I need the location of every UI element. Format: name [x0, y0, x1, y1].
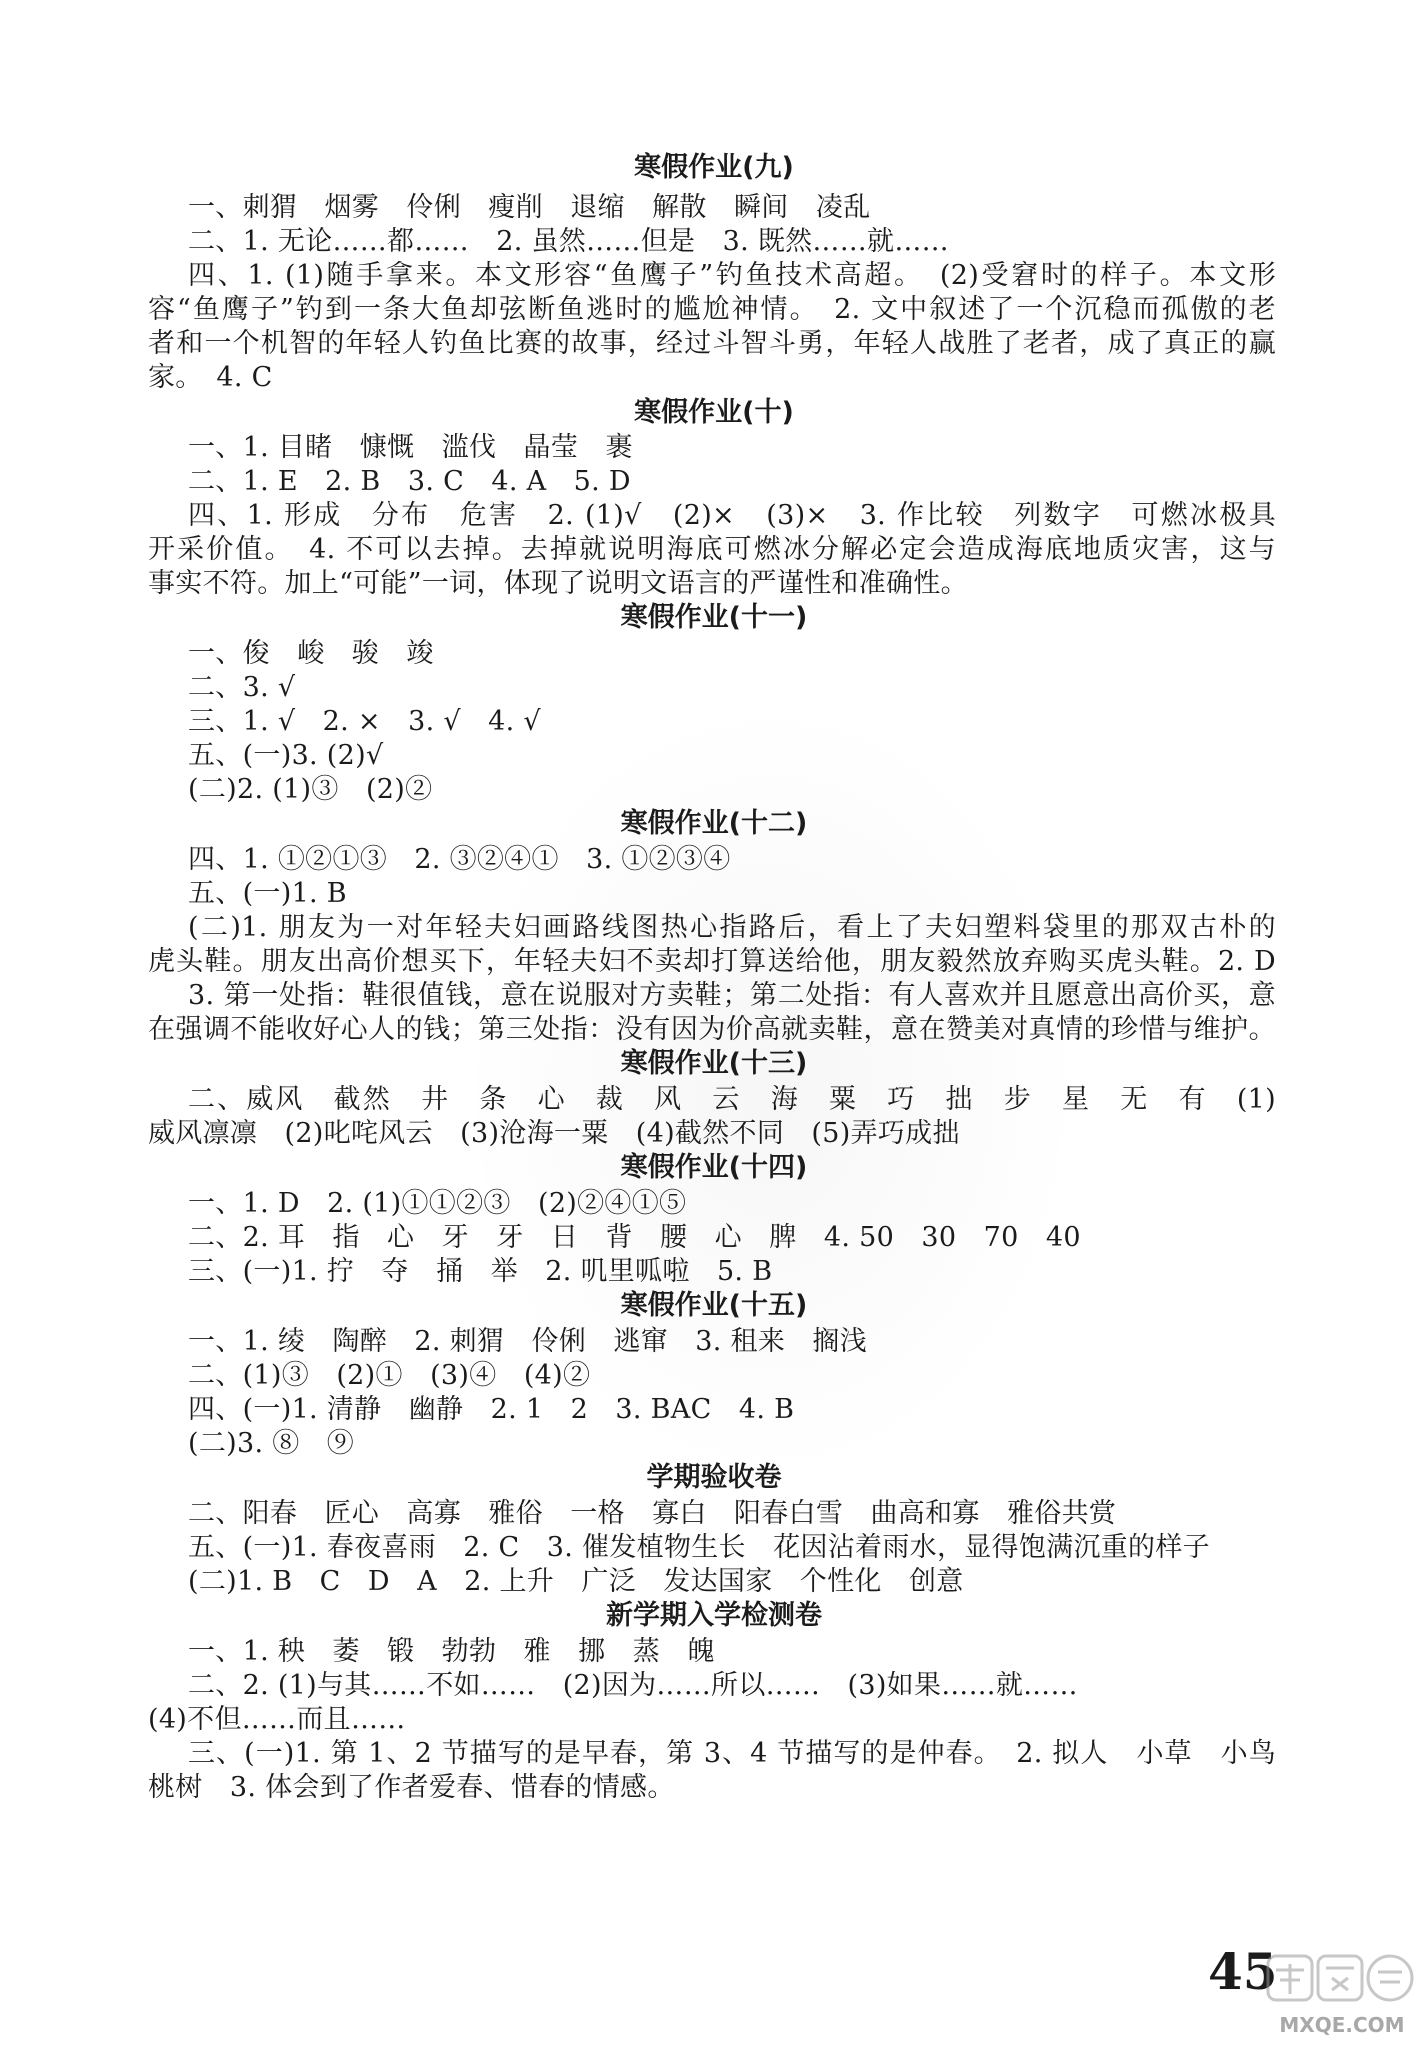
answer-line: 一、1. 绫 陶醉 2. 刺猬 伶俐 逃窜 3. 租来 搁浅 — [188, 1326, 868, 1357]
section-title-13: 寒假作业(十三) — [620, 1048, 808, 1079]
answer-line: 三、(一)1. 拧 夺 捅 举 2. 叽里呱啦 5. B — [188, 1256, 773, 1287]
answer-line: 五、(一)1. 春夜喜雨 2. C 3. 催发植物生长 花因沾着雨水，显得饱满沉重的样子 — [188, 1532, 1210, 1563]
answer-line: (二)3. ⑧ ⑨ — [188, 1428, 355, 1459]
answer-line: 开采价值。 4. 不可以去掉。去掉就说明海底可燃冰分解必定会造成海底地质灾害，这与 — [148, 534, 1276, 565]
answer-line: 四、1. 形成 分布 危害 2. (1)√ (2)× (3)× 3. 作比较 列数字 可燃冰极具 — [188, 500, 1276, 531]
answer-line: (二)2. (1)③ (2)② — [188, 774, 433, 805]
answer-line: 容“鱼鹰子”钓到一条大鱼却弦断鱼逃时的尴尬神情。 2. 文中叙述了一个沉稳而孤傲的老 — [148, 294, 1276, 325]
section-title-10: 寒假作业(十) — [634, 397, 794, 428]
answer-line: 二、1. 无论……都…… 2. 虽然……但是 3. 既然……就…… — [188, 226, 949, 257]
answer-line: 一、刺猬 烟雾 伶俐 瘦削 退缩 解散 瞬间 凌乱 — [188, 192, 871, 223]
answer-line: 二、2. (1)与其……不如…… (2)因为……所以…… (3)如果……就…… — [188, 1670, 1078, 1701]
answer-line: 二、威风 截然 井 条 心 裁 风 云 海 粟 巧 拙 步 星 无 有 (1) — [188, 1084, 1276, 1115]
section-title-15: 寒假作业(十五) — [620, 1290, 808, 1321]
section-title-term-exam: 学期验收卷 — [646, 1462, 782, 1493]
answer-line: 虎头鞋。朋友出高价想买下，年轻夫妇不卖却打算送给他，朋友毅然放弃购买虎头鞋。2. D — [148, 946, 1276, 977]
answer-line: 五、(一)1. B — [188, 878, 347, 909]
answer-line: (二)1. 朋友为一对年轻夫妇画路线图热心指路后，看上了夫妇塑料袋里的那双古朴的 — [188, 912, 1276, 943]
answer-line: 三、1. √ 2. × 3. √ 4. √ — [188, 706, 541, 737]
answer-line: 一、1. 目睹 慷慨 滥伐 晶莹 裹 — [188, 432, 633, 463]
answer-line: 一、俊 峻 骏 竣 — [188, 638, 434, 669]
answer-line: 家。 4. C — [148, 362, 273, 393]
answer-line: 五、(一)3. (2)√ — [188, 740, 384, 771]
answer-line: 二、阳春 匠心 高寡 雅俗 一格 寡白 阳春白雪 曲高和寡 雅俗共赏 — [188, 1498, 1117, 1529]
answer-line: (二)1. B C D A 2. 上升 广泛 发达国家 个性化 创意 — [188, 1566, 964, 1597]
answer-line: 事实不符。加上“可能”一词，体现了说明文语言的严谨性和准确性。 — [148, 568, 968, 599]
page-number: 45 — [1208, 1942, 1278, 2001]
answer-line: 二、1. E 2. B 3. C 4. A 5. D — [188, 466, 631, 497]
answer-line: 桃树 3. 体会到了作者爱春、惜春的情感。 — [148, 1772, 675, 1803]
answer-line: (4)不但……而且…… — [148, 1704, 406, 1735]
answer-line: 一、1. 秧 萎 锻 勃勃 雅 挪 蒸 魄 — [188, 1636, 715, 1667]
answer-line: 三、(一)1. 第 1、2 节描写的是早春，第 3、4 节描写的是仲春。 2. 拟人 小草 小鸟 — [188, 1738, 1276, 1769]
section-title-12: 寒假作业(十二) — [620, 808, 808, 839]
answer-line: 在强调不能收好心人的钱；第三处指：没有因为价高就卖鞋，意在赞美对真情的珍惜与维护。 — [148, 1014, 1276, 1045]
section-title-14: 寒假作业(十四) — [620, 1152, 808, 1183]
answer-line: 二、2. 耳 指 心 牙 牙 日 背 腰 心 脾 4. 50 30 70 40 — [188, 1222, 1081, 1253]
answer-line: 四、1. (1)随手拿来。本文形容“鱼鹰子”钓鱼技术高超。 (2)受窘时的样子。本文形 — [188, 260, 1276, 291]
watermark-logo — [1262, 1950, 1422, 2042]
section-title-11: 寒假作业(十一) — [620, 602, 808, 633]
answer-line: 一、1. D 2. (1)①①②③ (2)②④①⑤ — [188, 1188, 687, 1219]
answer-line: 二、(1)③ (2)① (3)④ (4)② — [188, 1360, 591, 1391]
svg-text:MXQE.COM: MXQE.COM — [1279, 2013, 1405, 2037]
answer-line: 四、(一)1. 清静 幽静 2. 1 2 3. BAC 4. B — [188, 1394, 795, 1425]
answer-line: 者和一个机智的年轻人钓鱼比赛的故事，经过斗智斗勇，年轻人战胜了老者，成了真正的赢 — [148, 328, 1276, 359]
answer-line: 四、1. ①②①③ 2. ③②④① 3. ①②③④ — [188, 844, 731, 875]
answer-line: 威风凛凛 (2)叱咤风云 (3)沧海一粟 (4)截然不同 (5)弄巧成拙 — [148, 1118, 960, 1149]
section-title-entrance-test: 新学期入学检测卷 — [606, 1600, 822, 1631]
answer-line: 二、3. √ — [188, 672, 296, 703]
answer-line: 3. 第一处指：鞋很值钱，意在说服对方卖鞋；第二处指：有人喜欢并且愿意出高价买，意 — [188, 980, 1276, 1011]
section-title-9: 寒假作业(九) — [634, 152, 794, 183]
